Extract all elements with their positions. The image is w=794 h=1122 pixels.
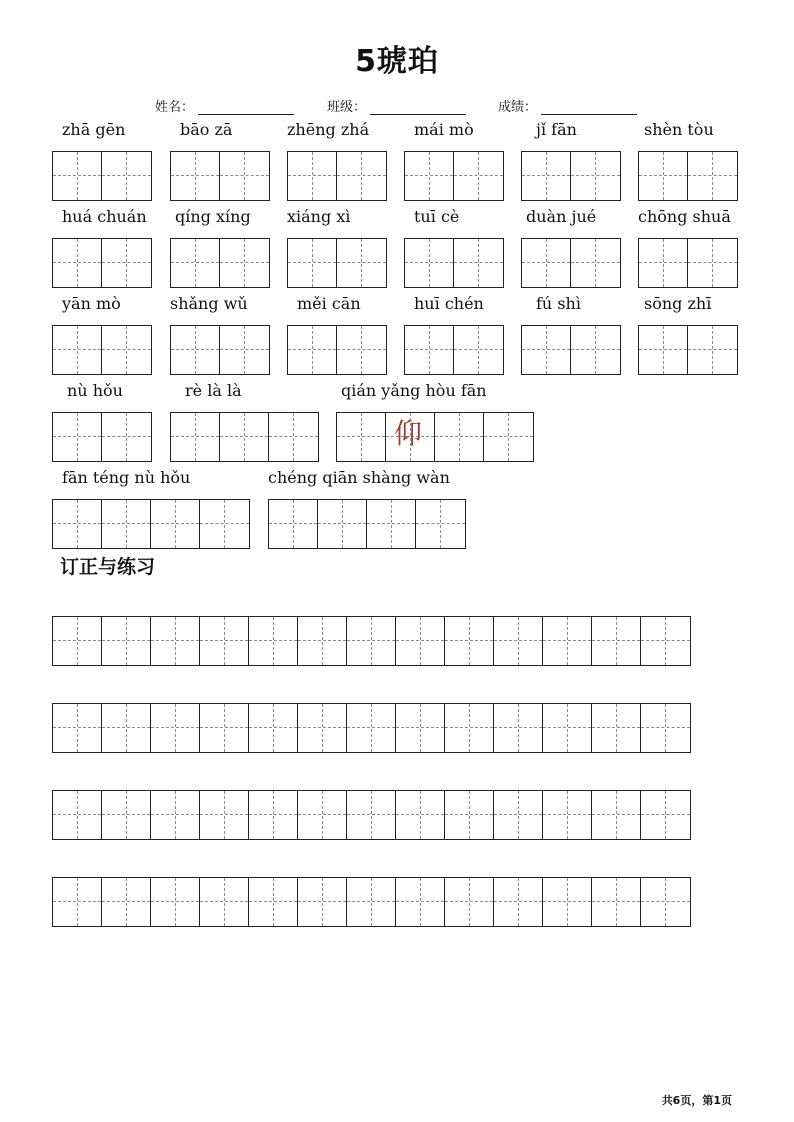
- grid-cell[interactable]: [445, 878, 494, 926]
- grid-cell[interactable]: [337, 239, 386, 287]
- grid-cell[interactable]: [249, 791, 298, 839]
- grid-cell[interactable]: [171, 326, 220, 374]
- grid-cell[interactable]: [220, 413, 269, 461]
- grid-cell[interactable]: [592, 878, 641, 926]
- grid-cell[interactable]: [151, 791, 200, 839]
- grid-cell[interactable]: [102, 878, 151, 926]
- grid-cell[interactable]: [641, 878, 690, 926]
- writing-grid[interactable]: [638, 238, 738, 288]
- score-blank[interactable]: [541, 100, 637, 115]
- grid-cell[interactable]: [298, 617, 347, 665]
- grid-cell[interactable]: [53, 413, 102, 461]
- grid-cell[interactable]: [200, 878, 249, 926]
- grid-cell[interactable]: [298, 704, 347, 752]
- pinyin-label: duàn jué: [526, 207, 597, 226]
- student-info-line: [0, 96, 794, 116]
- grid-cell[interactable]: [102, 413, 151, 461]
- grid-cell[interactable]: [445, 617, 494, 665]
- grid-cell[interactable]: [454, 239, 503, 287]
- grid-cell[interactable]: [639, 239, 688, 287]
- pinyin-label: zhēng zhá: [287, 120, 370, 139]
- grid-cell[interactable]: [53, 152, 102, 200]
- pinyin-label: fān téng nù hǒu: [62, 468, 191, 487]
- grid-cell[interactable]: [571, 239, 620, 287]
- grid-cell[interactable]: [571, 152, 620, 200]
- pinyin-label: měi cān: [297, 294, 361, 313]
- grid-cell[interactable]: [200, 791, 249, 839]
- grid-cell[interactable]: [543, 791, 592, 839]
- pinyin-label: chéng qiān shàng wàn: [268, 468, 450, 487]
- pinyin-label: fú shì: [536, 294, 581, 313]
- grid-cell[interactable]: [53, 326, 102, 374]
- grid-cell[interactable]: [288, 239, 337, 287]
- pinyin-label: huī chén: [414, 294, 484, 313]
- grid-cell[interactable]: [543, 617, 592, 665]
- writing-grid[interactable]: [404, 151, 504, 201]
- grid-cell[interactable]: [269, 413, 318, 461]
- grid-cell[interactable]: [171, 413, 220, 461]
- pinyin-label: huá chuán: [62, 207, 147, 226]
- grid-cell[interactable]: [494, 704, 543, 752]
- practice-grid[interactable]: [52, 703, 691, 753]
- grid-cell[interactable]: [298, 791, 347, 839]
- pinyin-label: tuī cè: [414, 207, 460, 226]
- grid-cell[interactable]: [688, 239, 737, 287]
- grid-cell[interactable]: [396, 791, 445, 839]
- grid-cell[interactable]: [102, 326, 151, 374]
- writing-grid[interactable]: [638, 325, 738, 375]
- grid-cell[interactable]: [494, 878, 543, 926]
- grid-cell[interactable]: [220, 239, 269, 287]
- grid-cell[interactable]: [592, 617, 641, 665]
- grid-cell[interactable]: [639, 326, 688, 374]
- grid-cell[interactable]: [641, 617, 690, 665]
- grid-cell[interactable]: [396, 617, 445, 665]
- grid-cell[interactable]: [337, 152, 386, 200]
- pinyin-label: chōng shuā: [638, 207, 731, 226]
- grid-cell[interactable]: [571, 326, 620, 374]
- practice-grid[interactable]: [52, 790, 691, 840]
- grid-cell[interactable]: [592, 791, 641, 839]
- pinyin-label: mái mò: [414, 120, 474, 139]
- pinyin-label: shèn tòu: [644, 120, 714, 139]
- grid-cell[interactable]: [347, 617, 396, 665]
- grid-cell[interactable]: [151, 500, 200, 548]
- pinyin-label: qíng xíng: [175, 207, 251, 226]
- page-title: 5琥珀: [355, 44, 439, 79]
- writing-grid[interactable]: [404, 238, 504, 288]
- grid-cell[interactable]: [494, 791, 543, 839]
- writing-grid[interactable]: [52, 238, 152, 288]
- grid-cell[interactable]: [220, 326, 269, 374]
- writing-grid[interactable]: [287, 238, 387, 288]
- grid-cell[interactable]: [522, 239, 571, 287]
- grid-cell[interactable]: [522, 152, 571, 200]
- grid-cell[interactable]: [641, 704, 690, 752]
- pinyin-label: xiáng xì: [287, 207, 351, 226]
- grid-cell[interactable]: [53, 791, 102, 839]
- grid-cell[interactable]: [405, 152, 454, 200]
- grid-cell[interactable]: [53, 617, 102, 665]
- grid-cell[interactable]: [543, 878, 592, 926]
- grid-cell[interactable]: [53, 878, 102, 926]
- grid-cell[interactable]: [405, 239, 454, 287]
- class-label: 班级：: [327, 100, 367, 115]
- grid-cell[interactable]: [171, 152, 220, 200]
- grid-cell[interactable]: [102, 617, 151, 665]
- writing-grid[interactable]: [52, 499, 250, 549]
- pinyin-label: rè là là: [185, 381, 242, 400]
- pinyin-label: qián yǎng hòu fān: [341, 381, 487, 400]
- grid-cell[interactable]: [249, 617, 298, 665]
- grid-cell[interactable]: [454, 326, 503, 374]
- grid-cell[interactable]: [641, 791, 690, 839]
- writing-grid[interactable]: [52, 325, 152, 375]
- writing-grid[interactable]: [638, 151, 738, 201]
- grid-cell[interactable]: [220, 152, 269, 200]
- grid-cell[interactable]: [298, 878, 347, 926]
- grid-cell[interactable]: [416, 500, 465, 548]
- grid-cell[interactable]: [102, 791, 151, 839]
- grid-cell[interactable]: [288, 152, 337, 200]
- grid-cell[interactable]: [249, 878, 298, 926]
- grid-cell[interactable]: [200, 500, 249, 548]
- writing-grid[interactable]: [170, 238, 270, 288]
- grid-cell[interactable]: [445, 791, 494, 839]
- writing-grid[interactable]: [521, 151, 621, 201]
- grid-cell[interactable]: [102, 500, 151, 548]
- grid-cell[interactable]: [151, 617, 200, 665]
- grid-cell[interactable]: [347, 791, 396, 839]
- grid-cell[interactable]: [151, 878, 200, 926]
- grid-cell[interactable]: [445, 704, 494, 752]
- pinyin-label: yān mò: [62, 294, 121, 313]
- grid-cell[interactable]: [288, 326, 337, 374]
- pinyin-label: sōng zhī: [644, 294, 712, 313]
- grid-cell[interactable]: [337, 326, 386, 374]
- pinyin-label: jǐ fān: [536, 120, 577, 139]
- name-field[interactable]: [155, 96, 294, 115]
- grid-cell[interactable]: [484, 413, 533, 461]
- class-blank[interactable]: [370, 100, 466, 115]
- grid-cell[interactable]: [53, 500, 102, 548]
- writing-grid[interactable]: [170, 412, 319, 462]
- grid-cell[interactable]: [347, 878, 396, 926]
- writing-grid[interactable]: [52, 412, 152, 462]
- writing-grid[interactable]: [287, 325, 387, 375]
- grid-cell[interactable]: [171, 239, 220, 287]
- grid-cell[interactable]: [102, 239, 151, 287]
- practice-grid[interactable]: [52, 616, 691, 666]
- grid-cell[interactable]: [53, 704, 102, 752]
- writing-grid[interactable]: [521, 238, 621, 288]
- name-blank[interactable]: [198, 100, 294, 115]
- class-field[interactable]: [327, 96, 466, 115]
- grid-cell[interactable]: [102, 704, 151, 752]
- grid-cell[interactable]: [454, 152, 503, 200]
- writing-grid[interactable]: [268, 499, 466, 549]
- writing-grid[interactable]: [404, 325, 504, 375]
- grid-cell[interactable]: [102, 152, 151, 200]
- section-title: 订正与练习: [60, 556, 156, 578]
- grid-cell[interactable]: [396, 878, 445, 926]
- pinyin-label: zhā gēn: [62, 120, 126, 139]
- grid-cell[interactable]: [522, 326, 571, 374]
- writing-grid[interactable]: [336, 412, 534, 462]
- grid-cell[interactable]: [592, 704, 641, 752]
- grid-cell[interactable]: [367, 500, 416, 548]
- writing-grid[interactable]: [52, 151, 152, 201]
- grid-cell[interactable]: [543, 704, 592, 752]
- grid-cell[interactable]: [688, 326, 737, 374]
- pinyin-label: bāo zā: [180, 120, 233, 139]
- grid-cell[interactable]: [347, 704, 396, 752]
- grid-cell[interactable]: [405, 326, 454, 374]
- grid-cell[interactable]: [396, 704, 445, 752]
- grid-cell[interactable]: [435, 413, 484, 461]
- page-footer: 共6页，第1页: [661, 1094, 732, 1107]
- writing-grid[interactable]: [170, 151, 270, 201]
- score-label: 成绩：: [498, 100, 538, 115]
- pinyin-label: shǎng wǔ: [170, 294, 248, 313]
- grid-cell[interactable]: [249, 704, 298, 752]
- grid-cell[interactable]: [151, 704, 200, 752]
- grid-cell[interactable]: [200, 617, 249, 665]
- writing-grid[interactable]: [287, 151, 387, 201]
- grid-cell[interactable]: [318, 500, 367, 548]
- writing-grid[interactable]: [521, 325, 621, 375]
- practice-grid[interactable]: [52, 877, 691, 927]
- grid-cell[interactable]: [494, 617, 543, 665]
- pinyin-label: nù hǒu: [67, 381, 123, 400]
- grid-cell[interactable]: [639, 152, 688, 200]
- writing-grid[interactable]: [170, 325, 270, 375]
- grid-cell[interactable]: [200, 704, 249, 752]
- red-character-stamp: 仰: [394, 417, 423, 450]
- score-field[interactable]: [498, 96, 637, 115]
- grid-cell[interactable]: [688, 152, 737, 200]
- grid-cell[interactable]: [53, 239, 102, 287]
- name-label: 姓名：: [155, 100, 195, 115]
- grid-cell[interactable]: [337, 413, 386, 461]
- grid-cell[interactable]: [269, 500, 318, 548]
